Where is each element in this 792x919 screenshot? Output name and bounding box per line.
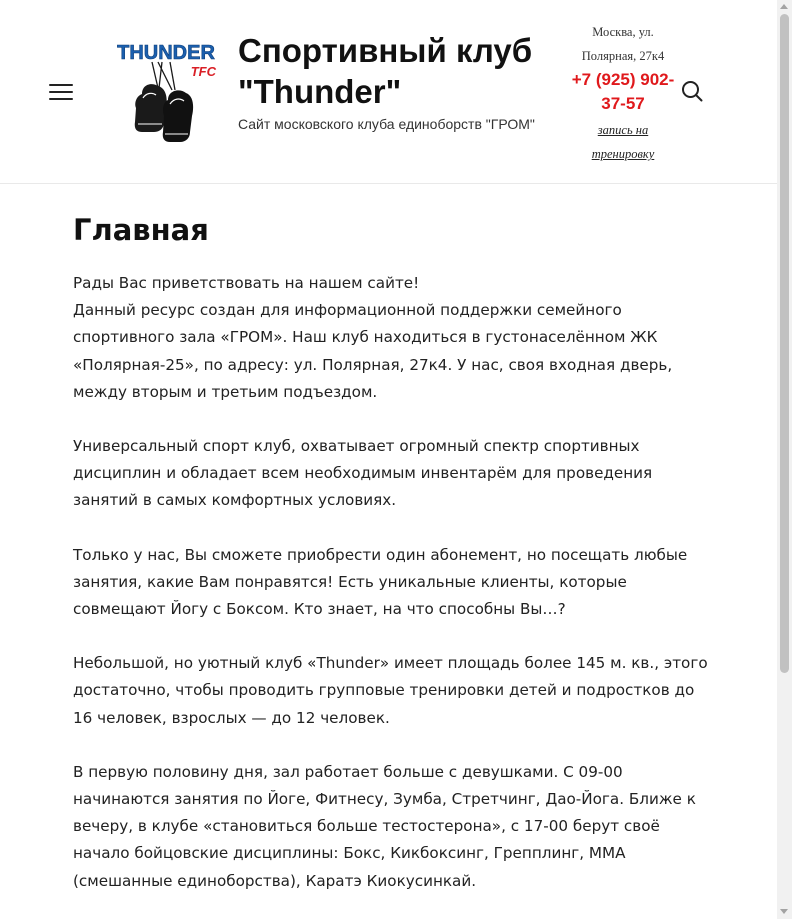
content-paragraph: Универсальный спорт клуб, охватывает огромный спектр спортивных дисциплин и обладает всем необходимым инвентарём для проведения занятий в самых комфортных условиях. xyxy=(73,437,653,510)
menu-line xyxy=(49,98,73,100)
logo-text-tfc: TFC xyxy=(190,64,216,79)
site-header xyxy=(0,0,777,184)
scrollbar-thumb[interactable] xyxy=(780,14,789,673)
content-paragraph: Только у нас, Вы сможете приобрести один абонемент, но посещать любые занятия, какие Вам понравятся! Есть уникальные клиенты, которые совмещают Йогу с Боксом. Кто знает, на что способны Вы…? xyxy=(73,545,688,619)
site-logo[interactable] xyxy=(112,38,220,146)
phone-link[interactable] xyxy=(563,68,683,116)
booking-line: запись на xyxy=(597,123,649,137)
site-description: Сайт московского клуба единоборств "ГРОМ" xyxy=(238,116,535,132)
menu-line xyxy=(49,84,73,86)
page-title: Главная xyxy=(73,213,209,247)
phone-line: +7 (925) 902- xyxy=(571,70,675,89)
search-icon-glyph xyxy=(680,79,704,103)
content-paragraph: В первую половину дня, зал работает больше с девушками. С 09-00 начинаются занятия по Йоге, Фитнесу, Зумба, Стретчинг, Дао-Йога. Ближе к вечеру, в клубе «становиться больше тестостерона», с 17-00 берут своё начало бойцовские дисциплины: Бокс, Кикбоксинг, Грепплинг, ММА (смешанные единоборства), Каратэ Киокусинкай. xyxy=(73,762,696,890)
header-contacts xyxy=(563,20,683,166)
scroll-up-arrow-icon[interactable] xyxy=(780,4,788,9)
logo-text-thunder: THUNDER xyxy=(117,42,215,64)
booking-link[interactable] xyxy=(563,118,683,166)
vertical-scrollbar[interactable] xyxy=(777,0,792,919)
hamburger-menu-icon[interactable] xyxy=(49,84,73,100)
paragraph-line: Рады Вас приветствовать на нашем сайте! xyxy=(73,274,420,292)
search-icon[interactable] xyxy=(680,79,704,103)
site-title[interactable]: Спортивный клуб "Thunder" xyxy=(238,32,533,110)
address-line: Москва, ул. xyxy=(592,25,654,39)
paragraph-line: Данный ресурс создан для информационной поддержки семейного спортивного зала «ГРОМ». Наш клуб находиться в густонаселённом ЖК «Полярная-25», по адресу: ул. Полярная, 27к4. У нас, своя входная дверь, между вторым и третьим подъездом. xyxy=(73,301,673,401)
address xyxy=(563,20,683,68)
phone-line: 37-57 xyxy=(601,94,645,113)
menu-line xyxy=(49,91,73,93)
boxing-gloves-logo-icon xyxy=(112,38,220,146)
main-content xyxy=(73,210,708,919)
address-line: Полярная, 27к4 xyxy=(581,49,665,63)
content-paragraph: Небольшой, но уютный клуб «Thunder» имеет площадь более 145 м. кв., этого достаточно, чтобы проводить групповые тренировки детей и подростков до 16 человек, взрослых — до 12 человек. xyxy=(73,654,708,727)
scroll-down-arrow-icon[interactable] xyxy=(780,909,788,914)
content-paragraph xyxy=(73,270,708,406)
booking-line: тренировку xyxy=(591,147,655,161)
